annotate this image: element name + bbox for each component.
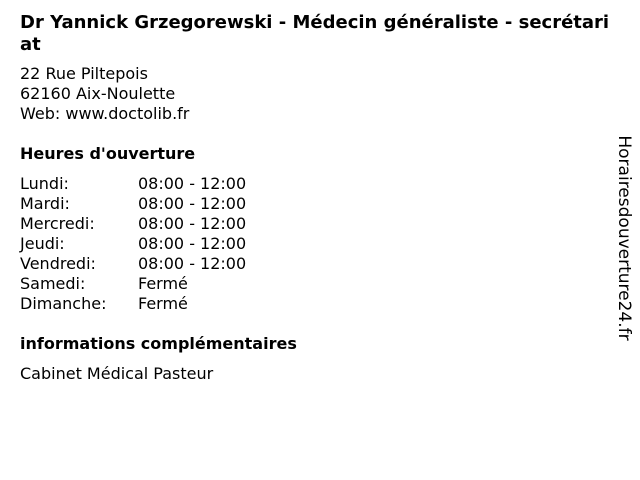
day-label: Jeudi: — [20, 234, 65, 253]
time-value: 08:00 - 12:00 — [138, 174, 247, 193]
day-label: Dimanche: — [20, 294, 107, 313]
day-label: Samedi: — [20, 274, 86, 293]
time-value: 08:00 - 12:00 — [138, 234, 247, 253]
time-value: 08:00 - 12:00 — [138, 194, 247, 213]
opening-hours-heading: Heures d'ouverture — [20, 144, 196, 163]
address-street: 22 Rue Piltepois — [20, 64, 148, 83]
day-label: Lundi: — [20, 174, 69, 193]
day-label: Mercredi: — [20, 214, 95, 233]
time-value: Fermé — [138, 294, 188, 313]
site-watermark — [611, 132, 637, 344]
day-label: Vendredi: — [20, 254, 96, 273]
time-value: 08:00 - 12:00 — [138, 214, 247, 233]
time-value: Fermé — [138, 274, 188, 293]
watermark-text: Horairesdouverture24.fr — [614, 135, 634, 341]
address-city: 62160 Aix-Noulette — [20, 84, 176, 103]
additional-info-heading: informations complémentaires — [20, 334, 297, 353]
day-label: Mardi: — [20, 194, 70, 213]
business-title: Dr Yannick Grzegorewski - Médecin généraliste - secrétariat — [20, 12, 610, 55]
website: Web: www.doctolib.fr — [20, 104, 190, 123]
address-block — [20, 64, 189, 124]
additional-info-text: Cabinet Médical Pasteur — [20, 364, 214, 383]
time-value: 08:00 - 12:00 — [138, 254, 247, 273]
